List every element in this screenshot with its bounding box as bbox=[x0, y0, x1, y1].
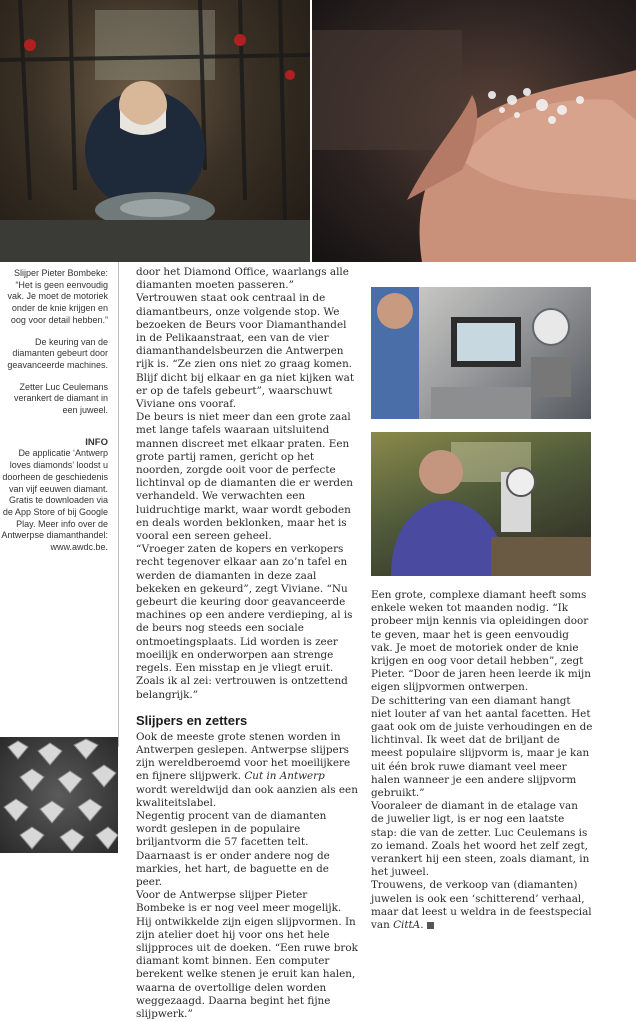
text-run: Trouwens, de verkoop van (diamanten) juwelen is ook een ‘schitterend’ verhaal, maar dat leest u weldra in de feestspecial van bbox=[371, 879, 592, 932]
paragraph bbox=[136, 731, 358, 810]
diamond-workshop-photo bbox=[0, 0, 310, 262]
inspection-illustration bbox=[371, 287, 591, 419]
diamonds-illustration bbox=[0, 737, 118, 853]
emphasis-cut-in-antwerp: Cut in Antwerp bbox=[244, 770, 325, 783]
caption-sidebar bbox=[0, 268, 108, 564]
info-heading: INFO bbox=[85, 436, 108, 448]
paragraph: Negentig procent van de diamanten wordt geslepen in de populaire briljantvorm die 57 facetten telt. Daarnaast is er onder andere nog de markies, het hart, de baguette en de peer. bbox=[136, 809, 330, 888]
text-run: wordt wereldwijd dan ook aanzien als een kwaliteitslabel. bbox=[136, 783, 358, 809]
article-column-middle bbox=[136, 266, 358, 1021]
loose-diamonds-photo bbox=[0, 737, 118, 853]
caption-zetter: Zetter Luc Ceulemans verankert de diamant in een juweel. bbox=[13, 381, 108, 416]
text-run: . bbox=[420, 919, 424, 932]
paragraph: Een grote, complexe diamant heeft soms enkele weken tot maanden nodig. “Ik probeer mijn kennis via opleidingen door te geven, maar het is geen eenvoudig vak. Je moet de motoriek onder de knie krijgen en oog voor detail hebben”, zegt Pieter. “Door de jaren heen leerde ik mijn eigen slijpvormen ontwerpen. bbox=[371, 589, 591, 694]
paragraph: Vooraleer de diamant in de etalage van de juwelier ligt, is er nog een laatste stap: die van de zetter. Luc Ceulemans is zo iemand. Zoals het woord het zelf zegt, verankert hij een steen, zoals diamant, in het juweel. bbox=[371, 800, 590, 879]
paragraph: Vertrouwen staat ook centraal in de diamantbeurs, onze volgende stop. We bezoeken de Beurs voor Diamanthandel in de Pelikaanstraat, een van de vier diamanthandelsbeurzen die Antwerpen rijk is. “Ze zien ons niet zo graag komen. Blijf dicht bij elkaar en ga niet kijken wat er op de tafels gebeurt”, waarschuwt Viviane ons vooraf. bbox=[136, 292, 355, 411]
text-run: Ook de meeste grote stenen worden in Antwerpen geslepen. Antwerpse slijpers zijn wereldberoemd voor het moeilijkere en fijnere slijpwerk. bbox=[136, 730, 351, 783]
section-subheading: Slijpers en zetters bbox=[136, 712, 248, 728]
emphasis-citta: CittA bbox=[393, 919, 421, 932]
paragraph: De beurs is niet meer dan een grote zaal met lange tafels waaraan uitsluitend mannen discreet met elkaar praten. Een grote partij ramen, gericht op het noorden, zorgde ooit voor de perfecte lichtinval op de diamanten die er werden verhandeld. We verwachten een luidruchtige markt, waar wordt geboden en deals worden beklonken, maar het is vooral een sereen geheel. bbox=[136, 411, 353, 543]
paragraph: “Vroeger zaten de kopers en verkopers recht tegenover elkaar aan zo’n tafel en werden de diamanten in deze zaal bekeken en gekeurd”, zegt Viviane. “Nu gebeurt die keuring door geavanceerde machines op een andere verdieping, al is de beurs nog steeds een sociale ontmoetingsplaats. Lid worden is zeer moeilijk en onderworpen aan strenge regels. Een misstap en je vliegt eruit. Zoals ik al zei: vertrouwen is ontzettend belangrijk.” bbox=[136, 543, 353, 701]
workshop-illustration bbox=[0, 0, 310, 262]
paragraph: door het Diamond Office, waarlangs alle diamanten moeten passeren.” bbox=[136, 266, 349, 292]
article-column-right bbox=[371, 589, 593, 932]
hand-with-diamonds-photo bbox=[312, 0, 636, 262]
paragraph: De schittering van een diamant hangt niet louter af van het aantal facetten. Het gaat ook om de juiste verhoudingen en de lichtinval. Ik weet dat de briljant de meest populaire slijpvorm is, maar je kan uit één brok ruwe diamant veel meer halen wanneer je een andere slijpvorm gebruikt.” bbox=[371, 694, 593, 800]
hand-illustration bbox=[312, 0, 636, 262]
info-text: De applicatie ‘Antwerp loves diamonds’ loodst u doorheen de geschiedenis van vijf eeuwen diamant. Gratis te downloaden via de App Store of bij Google Play. Meer info over de Antwerpse diamanthandel: www.awdc.be. bbox=[1, 448, 108, 553]
caption-slijper: Slijper Pieter Bombeke: “Het is geen eenvoudig vak. Je moet de motoriek onder de knie krijgen en oog voor detail hebben.” bbox=[7, 268, 108, 325]
column-divider bbox=[118, 262, 119, 747]
setter-illustration bbox=[371, 432, 591, 576]
article-end-mark bbox=[427, 922, 434, 929]
paragraph: Voor de Antwerpse slijper Pieter Bombeke is er nog veel meer mogelijk. Hij ontwikkelde zijn eigen slijpvormen. In zijn atelier doet hij voor ons het hele slijpproces uit de doeken. “Een ruwe brok diamant komt binnen. Een computer berekent welke stenen je eruit kan halen, waarna de overtollige delen worden weggezaagd. Daarna begint het fijne slijpwerk.” bbox=[136, 889, 358, 1020]
diamond-inspection-machine-photo bbox=[371, 287, 591, 419]
caption-keuring: De keuring van de diamanten gebeurt door geavanceerde machines. bbox=[7, 336, 108, 370]
setter-at-work-photo bbox=[371, 432, 591, 576]
paragraph bbox=[371, 879, 593, 932]
